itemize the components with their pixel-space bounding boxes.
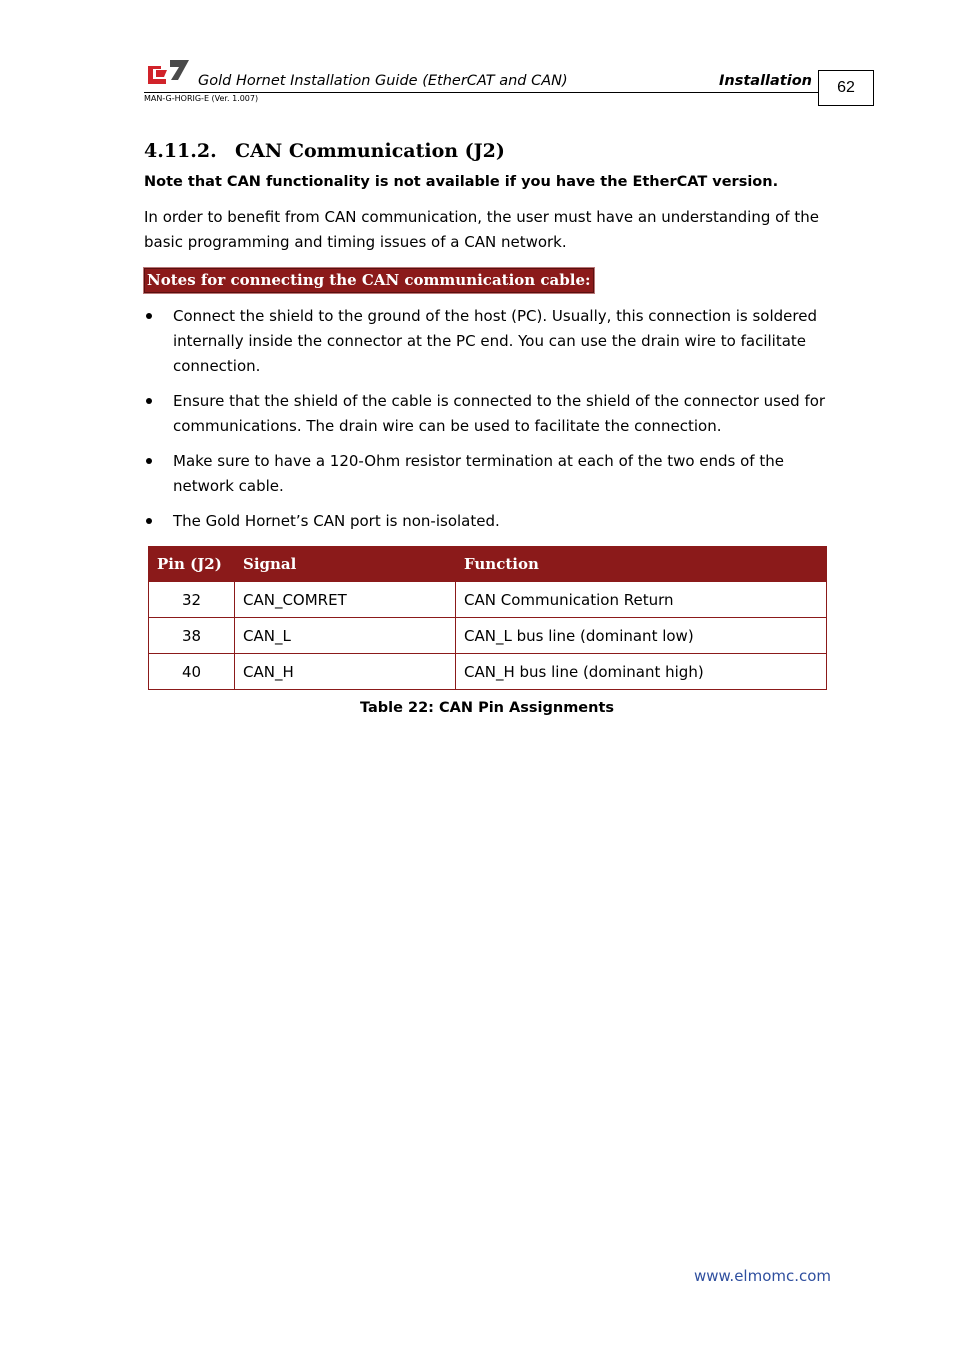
- list-item: Ensure that the shield of the cable is connected to the shield of the connector used for communications. The drain wire can be used to facilitate the connection.: [144, 389, 844, 439]
- header-divider: [144, 92, 818, 93]
- function-cell: CAN Communication Return: [456, 582, 827, 618]
- section-title: CAN Communication (J2): [235, 140, 505, 162]
- ethercat-note: Note that CAN functionality is not available if you have the EtherCAT version.: [144, 174, 779, 190]
- signal-cell: CAN_COMRET: [235, 582, 456, 618]
- pin-cell: 38: [149, 618, 235, 654]
- elmo-logo-icon: [148, 58, 190, 86]
- pin-cell: 40: [149, 654, 235, 690]
- function-cell: CAN_L bus line (dominant low): [456, 618, 827, 654]
- list-item: Connect the shield to the ground of the host (PC). Usually, this connection is soldered internally inside the connector at the PC end. You can use the drain wire to facilitate connection.: [144, 304, 844, 379]
- intro-paragraph: In order to benefit from CAN communication, the user must have an understanding of the basic programming and timing issues of a CAN network.: [144, 208, 819, 251]
- table-caption: Table 22: CAN Pin Assignments: [359, 700, 615, 716]
- signal-cell: CAN_H: [235, 654, 456, 690]
- list-item: The Gold Hornet’s CAN port is non-isolated.: [144, 509, 844, 534]
- page-number: 62: [818, 70, 874, 106]
- bullet-icon: [146, 398, 152, 404]
- bullet-icon: [146, 458, 152, 464]
- footer-website-link[interactable]: www.elmomc.com: [694, 1267, 832, 1285]
- can-pin-table: [148, 546, 827, 690]
- pin-cell: 32: [149, 582, 235, 618]
- header-section-name: Installation: [719, 73, 812, 89]
- bullet-icon: [146, 313, 152, 319]
- header-doc-title: Gold Hornet Installation Guide (EtherCAT and CAN): [198, 73, 568, 89]
- section-number: 4.11.2.: [144, 140, 217, 162]
- table-header-row: [149, 547, 827, 582]
- list-item: Make sure to have a 120-Ohm resistor termination at each of the two ends of the network cable.: [144, 449, 844, 499]
- table-row: [149, 582, 827, 618]
- table-row: [149, 654, 827, 690]
- signal-cell: CAN_L: [235, 618, 456, 654]
- header-pin: Pin (J2): [149, 547, 235, 582]
- connection-notes-list: [144, 304, 844, 544]
- header-doc-code: MAN-G-HORIG-E (Ver. 1.007): [144, 94, 259, 103]
- bullet-icon: [146, 518, 152, 524]
- notes-heading: Notes for connecting the CAN communication cable:: [144, 268, 594, 293]
- table-row: [149, 618, 827, 654]
- section-heading: [144, 140, 505, 162]
- header-function: Function: [456, 547, 827, 582]
- function-cell: CAN_H bus line (dominant high): [456, 654, 827, 690]
- header-signal: Signal: [235, 547, 456, 582]
